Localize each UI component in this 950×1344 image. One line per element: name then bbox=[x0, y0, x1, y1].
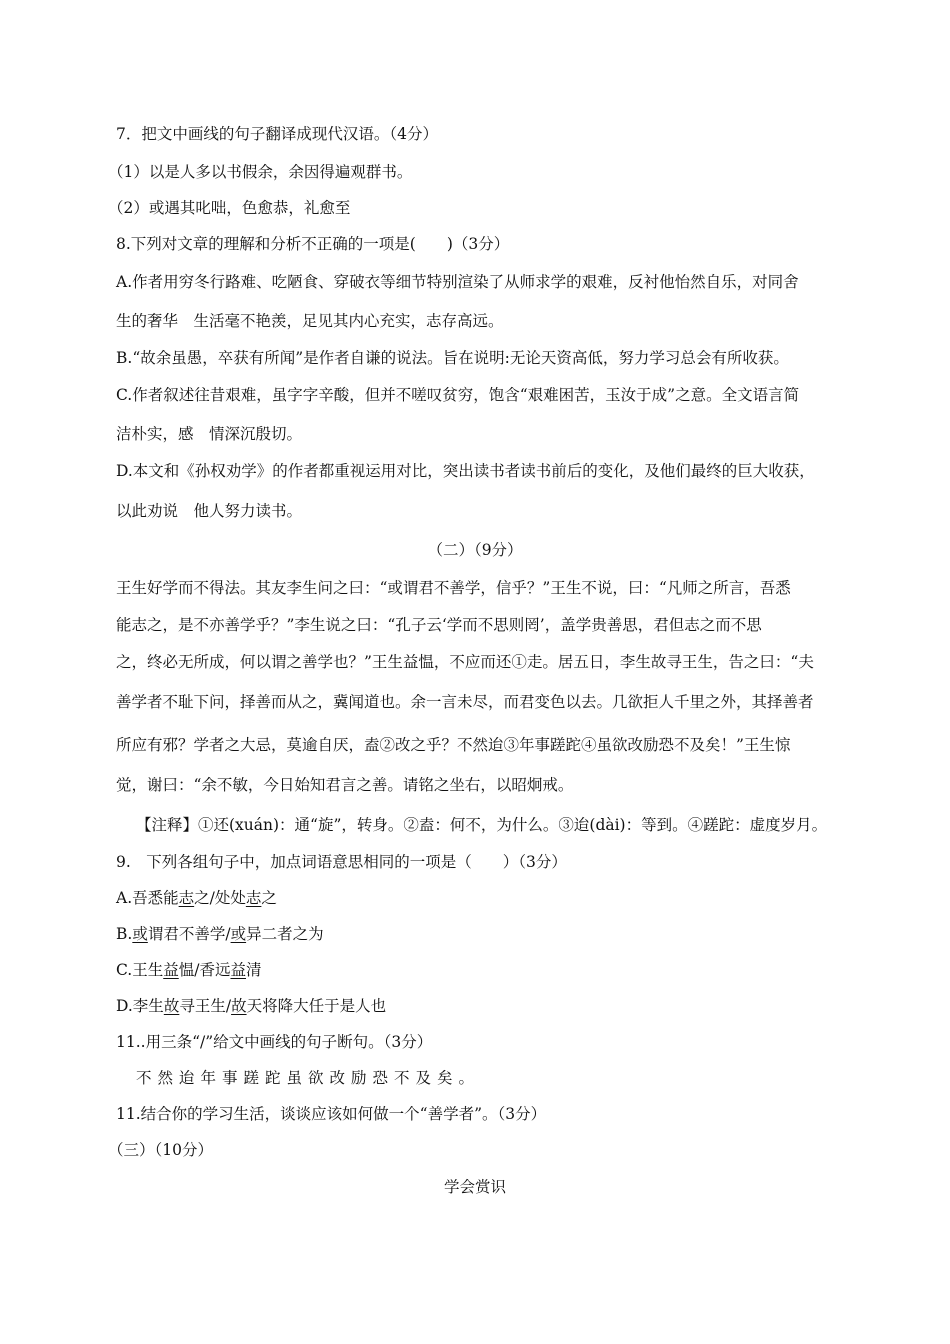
question-9-option-c: C.王生益愠/香远益清 bbox=[116, 961, 262, 979]
question-8-title: 8.下列对文章的理解和分析不正确的一项是( )（3分） bbox=[116, 235, 510, 253]
question-7-item-2: （2）或遇其叱咄，色愈恭，礼愈至 bbox=[108, 199, 351, 217]
marked-word: 益 bbox=[230, 961, 246, 979]
question-8-option-c-line-1: C.作者叙述往昔艰难，虽字字辛酸，但并不嗟叹贫穷，饱含“艰难困苦，玉汝于成”之意。全文语言简 bbox=[116, 386, 800, 404]
section-2-heading: （二）（9分） bbox=[427, 541, 523, 559]
question-9-option-a: A.吾悉能志之/处处志之 bbox=[116, 889, 277, 907]
question-8-option-d-line-1: D.本文和《孙权劝学》的作者都重视运用对比，突出读书者读书前后的变化，及他们最终的巨大收获， bbox=[116, 462, 815, 480]
passage-annotation: 【注释】①还(xuán)：通“旋”，转身。②盍：何不，为什么。③迨(dài)：等到。④蹉跎：虚度岁月。 bbox=[136, 816, 828, 834]
passage-line-5: 所应有邪？学者之大忌，莫逾自厌，盍②改之乎？不然迨③年事蹉跎④虽欲改励恐不及矣！”王生惊 bbox=[116, 736, 791, 754]
question-11-sentence: 不然迨年事蹉跎虽欲改励恐不及矣。 bbox=[136, 1069, 481, 1087]
question-11-punctuation-title: 11..用三条“/”给文中画线的句子断句。（3分） bbox=[116, 1033, 433, 1051]
marked-word: 志 bbox=[178, 889, 195, 907]
marked-word: 益 bbox=[163, 961, 179, 979]
passage-line-1: 王生好学而不得法。其友李生问之曰：“或谓君不善学，信乎？”王生不说，曰：“凡师之所言，吾悉 bbox=[116, 579, 791, 597]
marked-word: 志 bbox=[245, 889, 262, 907]
question-9-option-b: B.或谓君不善学/或异二者之为 bbox=[116, 925, 324, 943]
question-8-option-d-line-2: 以此劝说 他人努力读书。 bbox=[116, 502, 303, 520]
passage-line-2: 能志之，是不亦善学乎？”李生说之曰：“孔子云‘学而不思则罔’，盖学贵善思，君但志之而不思 bbox=[116, 616, 762, 634]
section-3-heading: （三）（10分） bbox=[108, 1141, 213, 1159]
question-7-title: 7．把文中画线的句子翻译成现代汉语。（4分） bbox=[116, 125, 438, 143]
question-8-option-a-line-1: A.作者用穷冬行路难、吃陋食、穿破衣等细节特别渲染了从师求学的艰难，反衬他怡然自乐，对同舍 bbox=[116, 273, 799, 291]
marked-word: 故 bbox=[231, 997, 247, 1015]
passage-line-4: 善学者不耻下问，择善而从之，冀闻道也。余一言未尽，而君变色以去。几欲拒人千里之外，其择善者 bbox=[116, 693, 814, 711]
section-3-article-title: 学会赏识 bbox=[443, 1178, 506, 1196]
question-9-option-d: D.李生故寻王生/故天将降大任于是人也 bbox=[116, 997, 387, 1015]
passage-line-3: 之，终必无所成，何以谓之善学也？”王生益愠，不应而还①走。居五日，李生故寻王生，告之曰：“夫 bbox=[116, 653, 814, 671]
marked-word: 或 bbox=[230, 925, 247, 943]
question-8-option-c-line-2: 洁朴实，感 情深沉殷切。 bbox=[116, 425, 303, 443]
question-9-title: 9. 下列各组句子中，加点词语意思相同的一项是（ ）（3分） bbox=[116, 853, 567, 871]
question-8-option-b: B.“故余虽愚，卒获有所闻”是作者自谦的说法。旨在说明:无论天资高低，努力学习总会有所收获。 bbox=[116, 349, 789, 367]
question-11-reflection-title: 11.结合你的学习生活，谈谈应该如何做一个“善学者”。（3分） bbox=[116, 1105, 547, 1123]
passage-line-6: 觉，谢曰：“余不敏，今日始知君言之善。请铭之坐右，以昭炯戒。 bbox=[116, 776, 574, 794]
question-8-option-a-line-2: 生的奢华 生活毫不艳羡，足见其内心充实，志存高远。 bbox=[116, 312, 504, 330]
marked-word: 或 bbox=[132, 925, 148, 943]
question-7-item-1: （1）以是人多以书假余，余因得遍观群书。 bbox=[108, 163, 413, 181]
marked-word: 故 bbox=[163, 997, 180, 1015]
